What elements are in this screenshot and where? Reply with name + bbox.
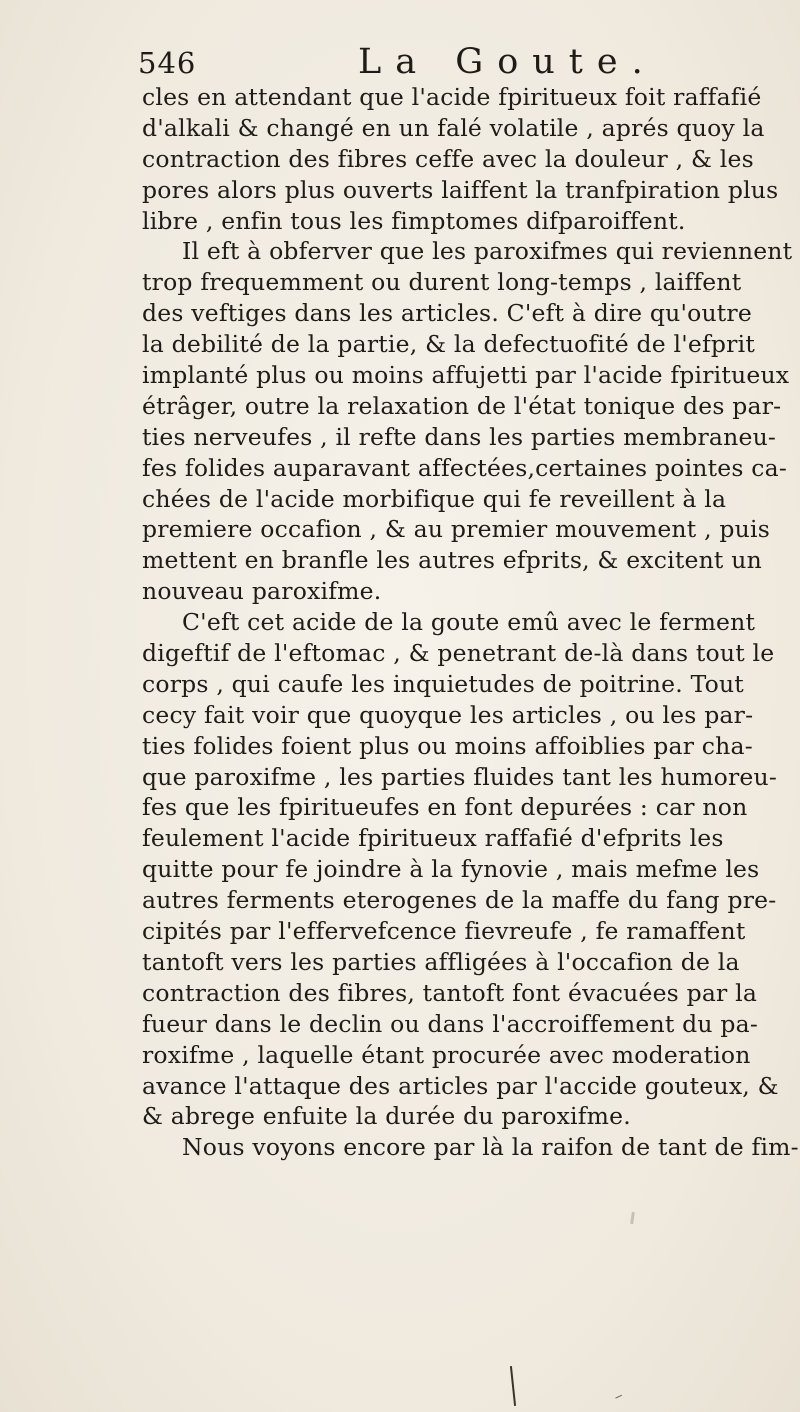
ink-speck (615, 1395, 623, 1402)
text-line: trop frequemment ou durent long-temps , laiffent (142, 268, 742, 297)
text-line: premiere occafion , & au premier mouvement , puis (142, 515, 770, 544)
text-line: contraction des fibres, tantoft font évacuées par la (142, 978, 758, 1007)
text-line: des veftiges dans les articles. C'eft à dire qu'outre (142, 299, 752, 328)
text-line: digeftif de l'eftomac , & penetrant de-là dans tout le (142, 639, 775, 668)
text-line: fueur dans le declin ou dans l'accroiffement du pa- (142, 1009, 759, 1038)
text-line: cecy fait voir que quoyque les articles , ou les par- (142, 700, 754, 729)
text-line: contraction des fibres ceffe avec la douleur , & les (142, 144, 754, 173)
text-line: tantoft vers les parties affligées à l'occafion de la (142, 947, 740, 976)
ink-stroke (510, 1366, 516, 1406)
text-line: ties nerveufes , il refte dans les parties membraneu- (142, 422, 777, 451)
text-line: avance l'attaque des articles par l'accide gouteux, & (142, 1071, 779, 1100)
text-line: roxifme , laquelle étant procurée avec moderation (142, 1040, 751, 1069)
running-head: La Goute. (358, 42, 657, 82)
text-line: que paroxifme , les parties fluides tant les humoreu- (142, 762, 778, 791)
text-line: autres ferments eterogenes de la maffe du fang pre- (142, 886, 777, 915)
text-line: fes que les fpiritueufes en font depurées : car non (142, 793, 748, 822)
body-text (142, 82, 799, 1163)
text-line: feulement l'acide fpiritueux raffafié d'efprits les (142, 824, 724, 853)
text-line: cipités par l'effervefcence fievreufe , fe ramaffent (142, 917, 746, 946)
text-line: fes folides auparavant affectées,certaines pointes ca- (142, 453, 788, 482)
text-line: Il eft à obferver que les paroxifmes qui reviennent (182, 237, 793, 266)
text-line: la debilité de la partie, & la defectuofité de l'efprit (142, 330, 755, 359)
ink-speck (630, 1212, 635, 1224)
text-line: chées de l'acide morbifique qui fe reveillent à la (142, 484, 727, 513)
text-line: C'eft cet acide de la goute emû avec le ferment (182, 608, 756, 637)
text-line: implanté plus ou moins affujetti par l'acide fpiritueux (142, 361, 790, 390)
text-line: ties folides foient plus ou moins affoiblies par cha- (142, 731, 753, 760)
text-line: quitte pour fe joindre à la fynovie , mais mefme les (142, 855, 760, 884)
text-line: pores alors plus ouverts laiffent la tranfpiration plus (142, 175, 779, 204)
page-header (138, 42, 718, 86)
text-line: d'alkali & changé en un falé volatile , aprés quoy la (142, 113, 765, 142)
text-line: mettent en branfle les autres efprits, & excitent un (142, 546, 762, 575)
text-line: cles en attendant que l'acide fpiritueux foit raffafié (142, 83, 762, 111)
text-line: libre , enfin tous les fimptomes difparoiffent. (142, 206, 686, 235)
text-line: nouveau paroxifme. (142, 577, 382, 606)
text-line: & abrege enfuite la durée du paroxifme. (142, 1102, 631, 1131)
text-line: étrâger, outre la relaxation de l'état tonique des par- (142, 391, 782, 420)
text-line: corps , qui caufe les inquietudes de poitrine. Tout (142, 669, 744, 698)
page-number: 546 (138, 46, 197, 80)
text-line: Nous voyons encore par là la raifon de tant de fim- (182, 1133, 799, 1162)
